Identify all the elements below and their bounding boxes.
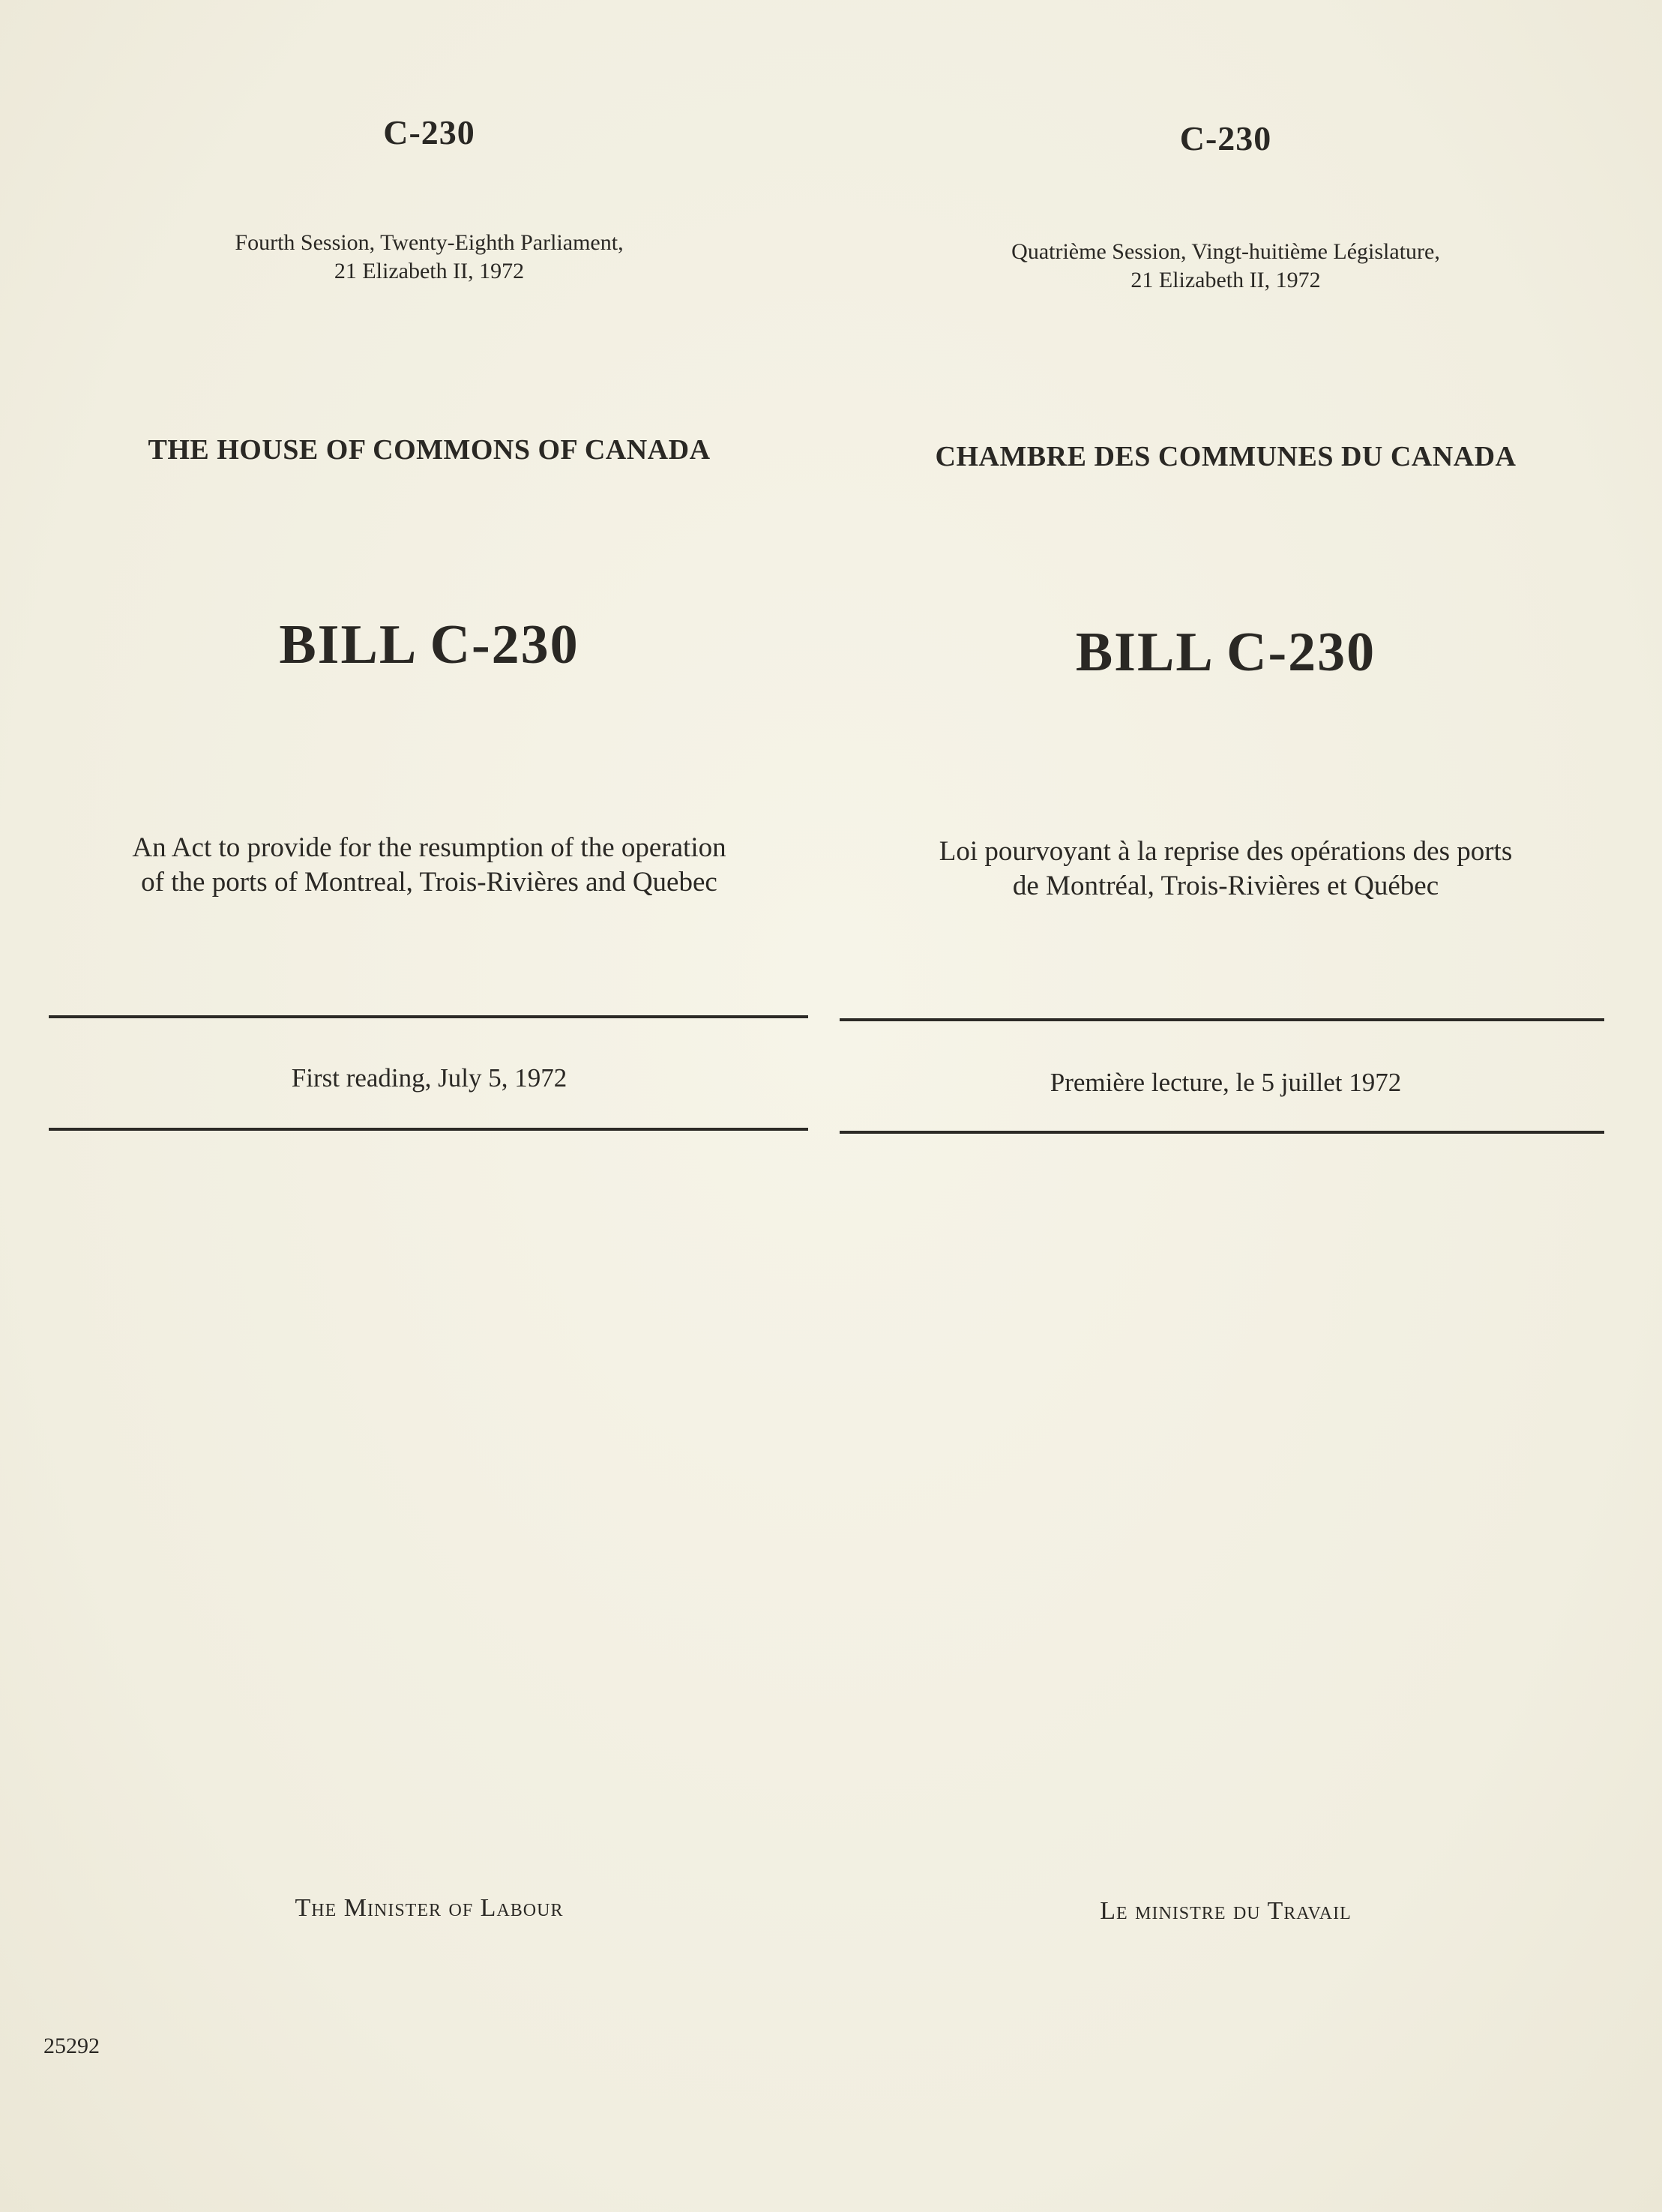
first-reading-date: Première lecture, le 5 juillet 1972 — [1050, 1068, 1402, 1097]
bill-title: BILL C-230 — [279, 614, 579, 676]
act-title-line: Loi pourvoyant à la reprise des opérations des ports — [939, 836, 1513, 867]
session-line: Fourth Session, Twenty-Eighth Parliament, — [235, 230, 624, 255]
divider-rule-bottom — [840, 1131, 1604, 1134]
french-column — [840, 0, 1612, 2212]
act-title-line: An Act to provide for the resumption of the operation — [132, 832, 726, 863]
divider-rule-bottom — [49, 1128, 808, 1131]
minister-signature-line: The Minister of Labour — [295, 1894, 564, 1922]
bill-number: C-230 — [1179, 119, 1272, 157]
bill-number: C-230 — [383, 113, 475, 151]
session-line: Quatrième Session, Vingt-huitième Législature, — [1011, 239, 1440, 264]
print-number: 25292 — [43, 2034, 100, 2058]
session-info — [840, 238, 1612, 295]
session-info — [45, 229, 813, 286]
house-heading: CHAMBRE DES COMMUNES DU CANADA — [935, 441, 1517, 472]
minister-signature-line: Le ministre du Travail — [1100, 1897, 1352, 1925]
divider-rule-top — [840, 1018, 1604, 1021]
divider-rule-top — [49, 1015, 808, 1018]
bill-title: BILL C-230 — [1075, 622, 1376, 683]
english-column — [45, 0, 813, 2212]
act-title-line: of the ports of Montreal, Trois-Rivières and Quebec — [141, 867, 717, 898]
act-title — [45, 831, 813, 900]
first-reading-date: First reading, July 5, 1972 — [291, 1063, 567, 1093]
session-year-line: 21 Elizabeth II, 1972 — [1130, 268, 1321, 292]
act-title — [840, 835, 1612, 904]
act-title-line: de Montréal, Trois-Rivières et Québec — [1012, 871, 1439, 901]
house-heading: THE HOUSE OF COMMONS OF CANADA — [148, 434, 711, 466]
session-year-line: 21 Elizabeth II, 1972 — [334, 259, 525, 283]
